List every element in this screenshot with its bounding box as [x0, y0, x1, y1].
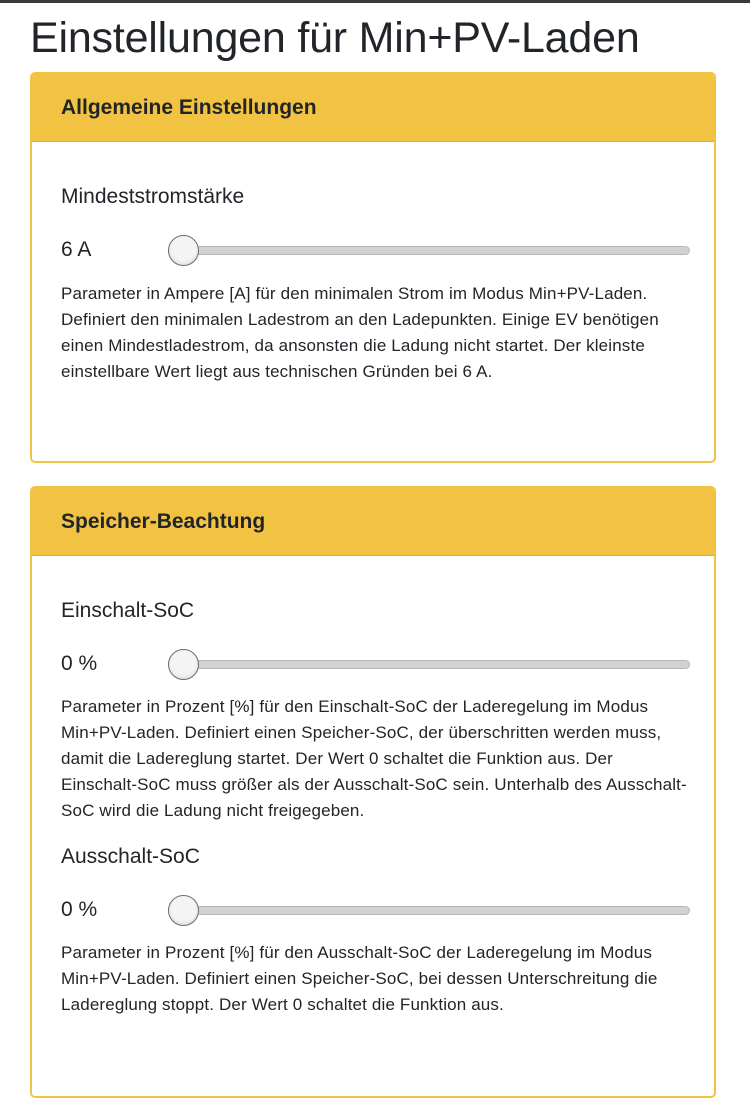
off-soc-value: 0 % — [61, 898, 98, 921]
off-soc-slider-thumb[interactable] — [168, 895, 199, 926]
on-soc-value: 0 % — [61, 652, 98, 675]
general-settings-header: Allgemeine Einstellungen — [32, 74, 714, 142]
storage-card — [30, 486, 716, 1098]
min-current-value: 6 A — [61, 238, 92, 261]
min-current-description: Parameter in Ampere [A] für den minimalen Strom im Modus Min+PV-Laden. Definiert den minimalen Ladestrom an den Ladepunkten. Einige EV benötigen einen Mindestladestrom, da ansonsten die Ladung nicht startet. Der kleinste einstellbare Wert liegt aus technischen Gründen bei 6 A. — [61, 284, 659, 381]
on-soc-slider[interactable] — [168, 648, 690, 682]
top-divider — [0, 0, 750, 3]
off-soc-slider-track[interactable] — [184, 906, 690, 915]
on-soc-label: Einschalt-SoC — [61, 599, 195, 622]
off-soc-label: Ausschalt-SoC — [61, 845, 200, 868]
page-title: Einstellungen für Min+PV-Laden — [30, 14, 640, 62]
on-soc-slider-thumb[interactable] — [168, 649, 199, 680]
min-current-slider-track[interactable] — [184, 246, 690, 255]
off-soc-slider[interactable] — [168, 894, 690, 928]
storage-header: Speicher-Beachtung — [32, 488, 714, 556]
min-current-slider[interactable] — [168, 234, 690, 268]
on-soc-description: Parameter in Prozent [%] für den Einschalt-SoC der Laderegelung im Modus Min+PV-Laden. Definiert einen Speicher-SoC, der überschritten werden muss, damit die Ladereglung startet. Der Wert 0 schaltet die Funktion aus. Der Einschalt-SoC muss größer als der Ausschalt-SoC sein. Unterhalb des Ausschalt-SoC wird die Ladung nicht freigegeben. — [61, 697, 687, 820]
off-soc-description: Parameter in Prozent [%] für den Ausschalt-SoC der Laderegelung im Modus Min+PV-Laden. Definiert einen Speicher-SoC, bei dessen Unterschreitung die Ladereglung stoppt. Der Wert 0 schaltet die Funktion aus. — [61, 943, 658, 1014]
general-settings-card — [30, 72, 716, 463]
min-current-slider-thumb[interactable] — [168, 235, 199, 266]
min-current-label: Mindeststromstärke — [61, 185, 245, 208]
on-soc-slider-track[interactable] — [184, 660, 690, 669]
